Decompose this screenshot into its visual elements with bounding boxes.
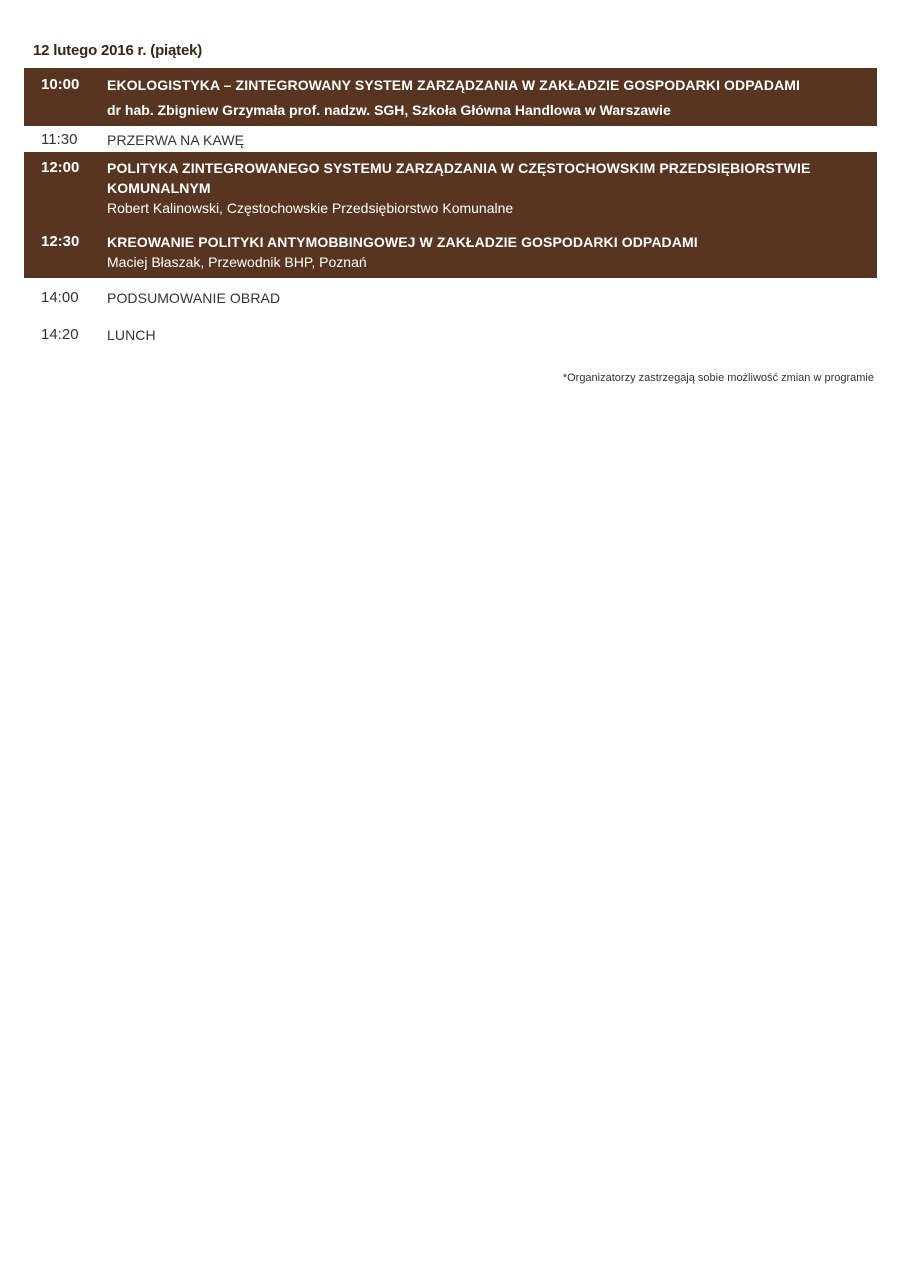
agenda-item [24,75,877,120]
agenda-item [24,158,877,218]
agenda-block-1000 [24,68,877,126]
agenda-time: 11:30 [41,131,78,148]
agenda-item [24,288,877,308]
agenda-title: PODSUMOWANIE OBRAD [107,290,281,306]
agenda-block-1420 [24,325,877,345]
agenda-time: 12:30 [41,233,80,250]
agenda-speaker: Maciej Błaszak, Przewodnik BHP, Poznań [107,254,367,270]
agenda-item [24,130,877,150]
agenda-item [24,232,877,272]
agenda-block-1400 [24,288,877,308]
agenda-time: 12:00 [41,159,80,176]
agenda-time: 14:20 [41,326,79,343]
agenda-block-1130 [24,130,877,150]
agenda-title: PRZERWA NA KAWĘ [107,132,245,148]
program-change-footnote: *Organizatorzy zastrzegają sobie możliwość zmian w programie [562,372,874,384]
agenda-time: 14:00 [41,289,79,306]
agenda-title: LUNCH [107,327,156,343]
day-heading: 12 lutego 2016 r. (piątek) [33,42,203,59]
agenda-block-1200 [24,152,877,278]
agenda-time: 10:00 [41,76,80,93]
agenda-item [24,325,877,345]
agenda-title: KREOWANIE POLITYKI ANTYMOBBINGOWEJ W ZAKŁADZIE GOSPODARKI ODPADAMI [107,234,698,250]
agenda-title: EKOLOGISTYKA – ZINTEGROWANY SYSTEM ZARZĄDZANIA W ZAKŁADZIE GOSPODARKI ODPADAMI [107,77,801,93]
agenda-speaker: dr hab. Zbigniew Grzymała prof. nadzw. SGH, Szkoła Główna Handlowa w Warszawie [107,102,671,118]
agenda-title: POLITYKA ZINTEGROWANEGO SYSTEMU ZARZĄDZANIA W CZĘSTOCHOWSKIM PRZEDSIĘBIORSTWIE KOMUNALNYM [107,160,811,196]
agenda-speaker: Robert Kalinowski, Częstochowskie Przedsiębiorstwo Komunalne [107,200,514,216]
